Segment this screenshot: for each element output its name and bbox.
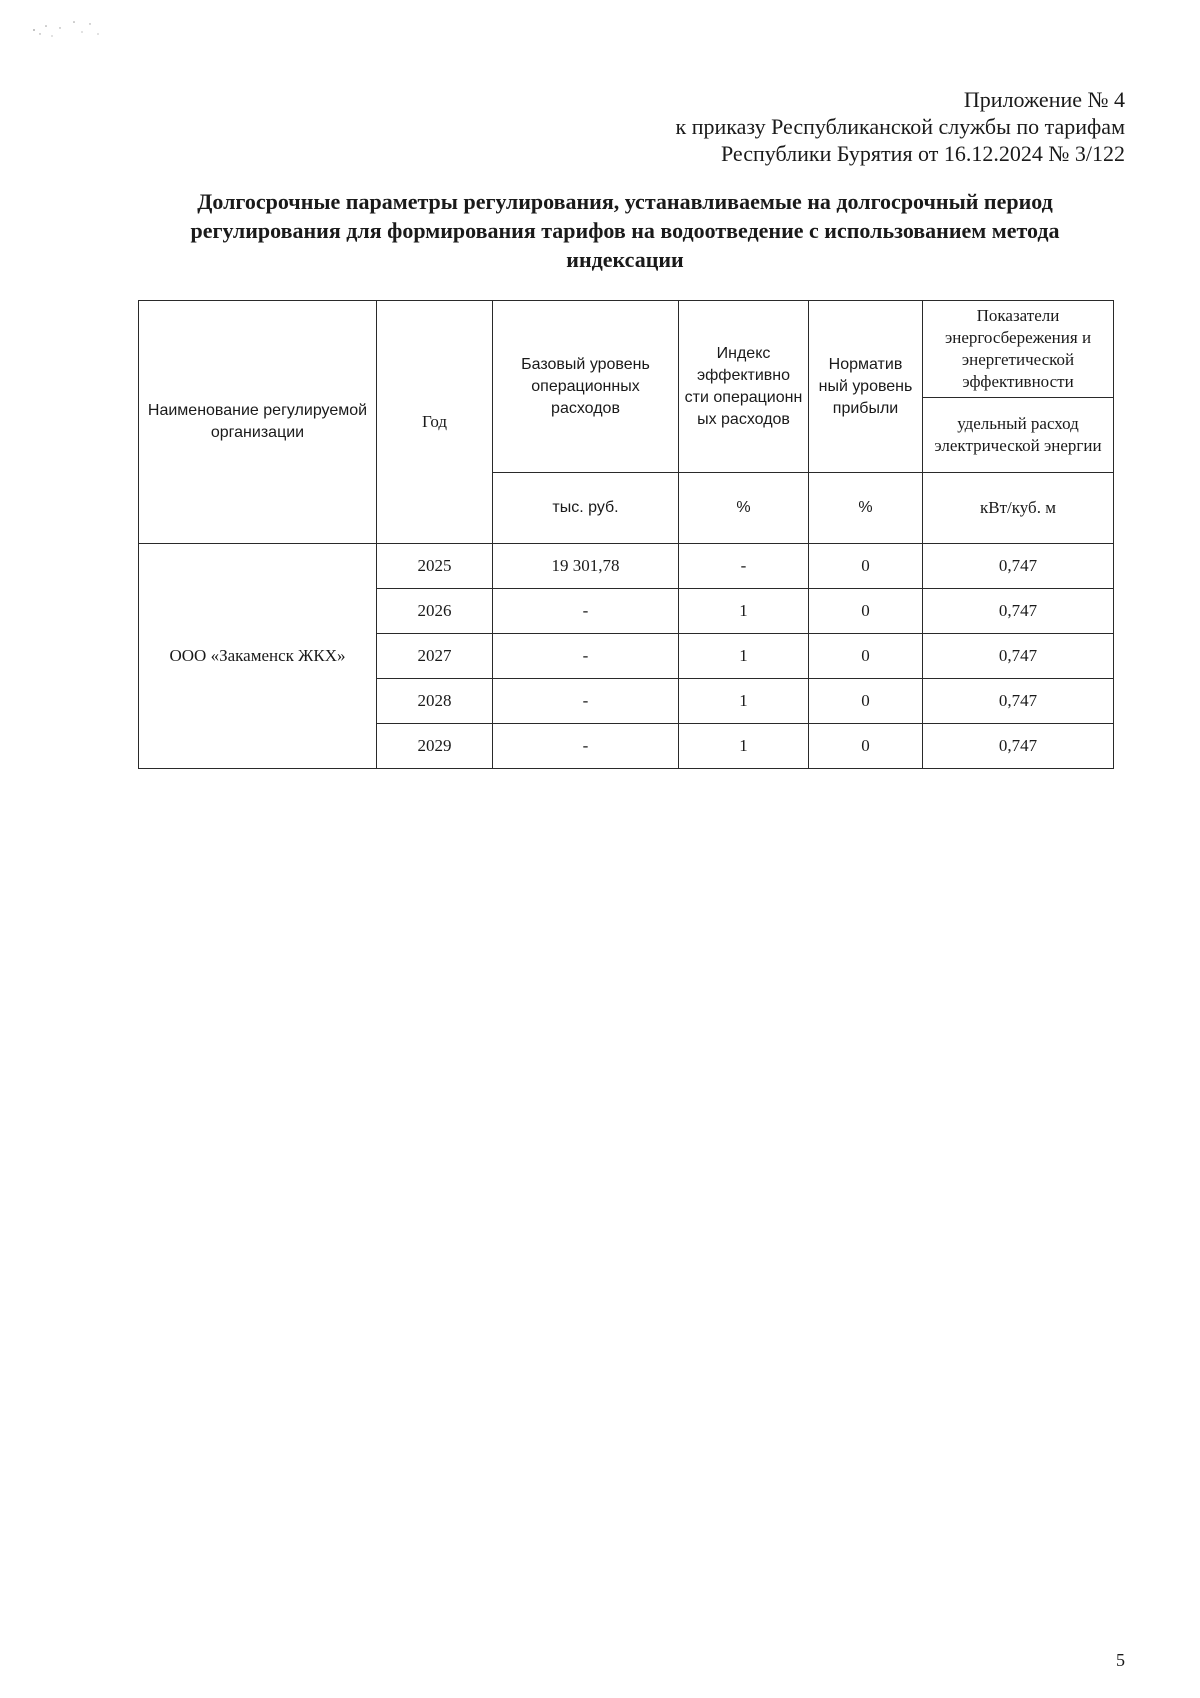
cell-normative-profit: 0	[809, 589, 923, 634]
cell-base-opex: -	[493, 589, 679, 634]
document-title	[130, 187, 1120, 274]
cell-normative-profit: 0	[809, 634, 923, 679]
cell-energy: 0,747	[923, 544, 1114, 589]
cell-efficiency-index: 1	[679, 634, 809, 679]
page-number: 5	[1116, 1650, 1125, 1670]
order-date-number: Республики Бурятия от 16.12.2024 № 3/122	[720, 141, 1125, 166]
header-efficiency-index: Индекс эффективно сти операционн ых расходов	[679, 301, 809, 473]
header-energy-group: Показатели энергосбережения и энергетической эффективности	[923, 301, 1114, 398]
header-organization: Наименование регулируемой организации	[139, 301, 377, 544]
cell-energy: 0,747	[923, 634, 1114, 679]
header-energy-consumption: удельный расход электрической энергии	[923, 398, 1114, 473]
unit-efficiency-index: %	[679, 473, 809, 544]
appendix-number: Приложение № 4	[963, 87, 1125, 112]
header-base-opex: Базовый уровень операционных расходов	[493, 301, 679, 473]
title-line-3: индексации	[566, 247, 684, 272]
cell-energy: 0,747	[923, 724, 1114, 769]
cell-year: 2028	[377, 679, 493, 724]
cell-year: 2027	[377, 634, 493, 679]
appendix-header	[676, 86, 1125, 167]
table-row	[139, 544, 1114, 589]
cell-efficiency-index: -	[679, 544, 809, 589]
scan-artifact	[30, 14, 110, 44]
cell-base-opex: 19 301,78	[493, 544, 679, 589]
title-line-1: Долгосрочные параметры регулирования, устанавливаемые на долгосрочный период	[197, 189, 1053, 214]
cell-year: 2029	[377, 724, 493, 769]
order-reference: к приказу Республиканской службы по тарифам	[675, 114, 1125, 139]
unit-energy: кВт/куб. м	[923, 473, 1114, 544]
parameters-table	[138, 300, 1114, 769]
title-line-2: регулирования для формирования тарифов на водоотведение с использованием метода	[190, 218, 1060, 243]
cell-energy: 0,747	[923, 589, 1114, 634]
unit-base-opex: тыс. руб.	[493, 473, 679, 544]
header-row	[139, 301, 1114, 398]
cell-base-opex: -	[493, 724, 679, 769]
cell-normative-profit: 0	[809, 724, 923, 769]
cell-efficiency-index: 1	[679, 724, 809, 769]
cell-base-opex: -	[493, 679, 679, 724]
cell-year: 2026	[377, 589, 493, 634]
unit-normative-profit: %	[809, 473, 923, 544]
cell-efficiency-index: 1	[679, 679, 809, 724]
cell-base-opex: -	[493, 634, 679, 679]
cell-year: 2025	[377, 544, 493, 589]
cell-energy: 0,747	[923, 679, 1114, 724]
cell-normative-profit: 0	[809, 679, 923, 724]
cell-efficiency-index: 1	[679, 589, 809, 634]
cell-normative-profit: 0	[809, 544, 923, 589]
header-year: Год	[377, 301, 493, 544]
header-normative-profit: Норматив ный уровень прибыли	[809, 301, 923, 473]
organization-name: ООО «Закаменск ЖКХ»	[139, 544, 377, 769]
